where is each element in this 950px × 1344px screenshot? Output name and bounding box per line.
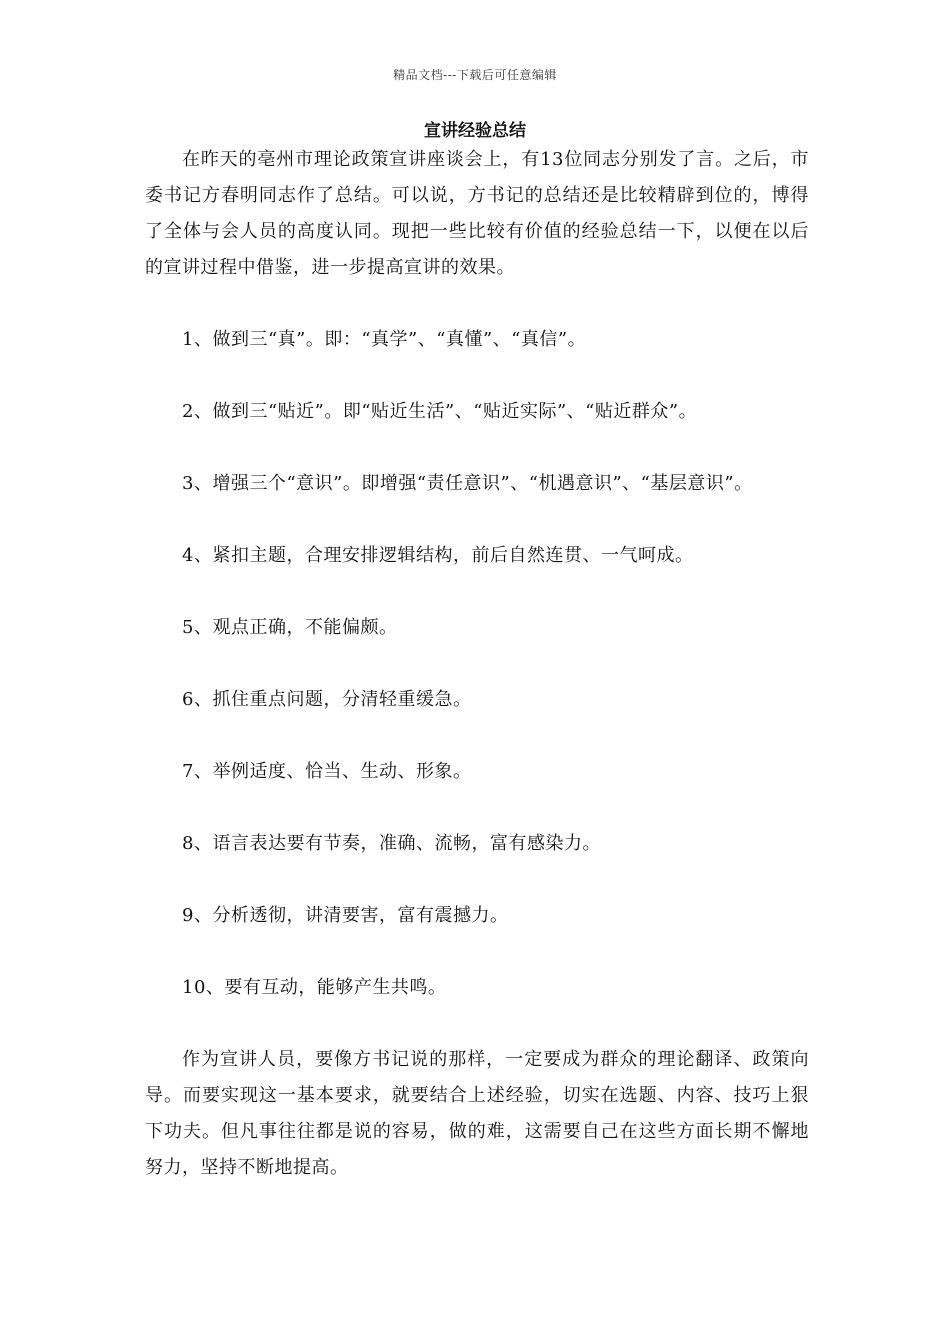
list-item: 8、语言表达要有节奏，准确、流畅，富有感染力。 (182, 833, 601, 854)
closing-paragraph: 作为宣讲人员，要像方书记说的那样，一定要成为群众的理论翻译、政策向导。而要实现这一基本要求，就要结合上述经验，切实在选题、内容、技巧上狠下功夫。但凡事往往都是说的容易，做的难，这需要自己在这些方面长期不懈地努力，坚持不断地提高。 (145, 1049, 809, 1178)
list-item: 4、紧扣主题，合理安排逻辑结构，前后自然连贯、一气呵成。 (182, 545, 694, 566)
header-note: 精品文档---下载后可任意编辑 (393, 68, 557, 82)
list-item: 10、要有互动，能够产生共鸣。 (182, 977, 447, 998)
list-item: 2、做到三“贴近”。即“贴近生活”、“贴近实际”、“贴近群众”。 (182, 401, 698, 422)
document-title: 宣讲经验总结 (424, 121, 526, 141)
list-item: 6、抓住重点问题，分清轻重缓急。 (182, 689, 472, 710)
list-item: 5、观点正确，不能偏颇。 (182, 617, 398, 638)
intro-paragraph: 在昨天的亳州市理论政策宣讲座谈会上，有13位同志分别发了言。之后，市委书记方春明同志作了总结。可以说，方书记的总结还是比较精辟到位的，博得了全体与会人员的高度认同。现把一些比较有价值的经验总结一下，以便在以后的宣讲过程中借鉴，进一步提高宣讲的效果。 (145, 149, 809, 278)
list-item: 3、增强三个“意识”。即增强“责任意识”、“机遇意识”、“基层意识”。 (182, 473, 753, 494)
document-body (145, 142, 809, 1186)
list-item: 1、做到三“真”。即：“真学”、“真懂”、“真信”。 (182, 329, 587, 350)
list-item: 7、举例适度、恰当、生动、形象。 (182, 761, 472, 782)
list-item: 9、分析透彻，讲清要害，富有震撼力。 (182, 905, 509, 926)
